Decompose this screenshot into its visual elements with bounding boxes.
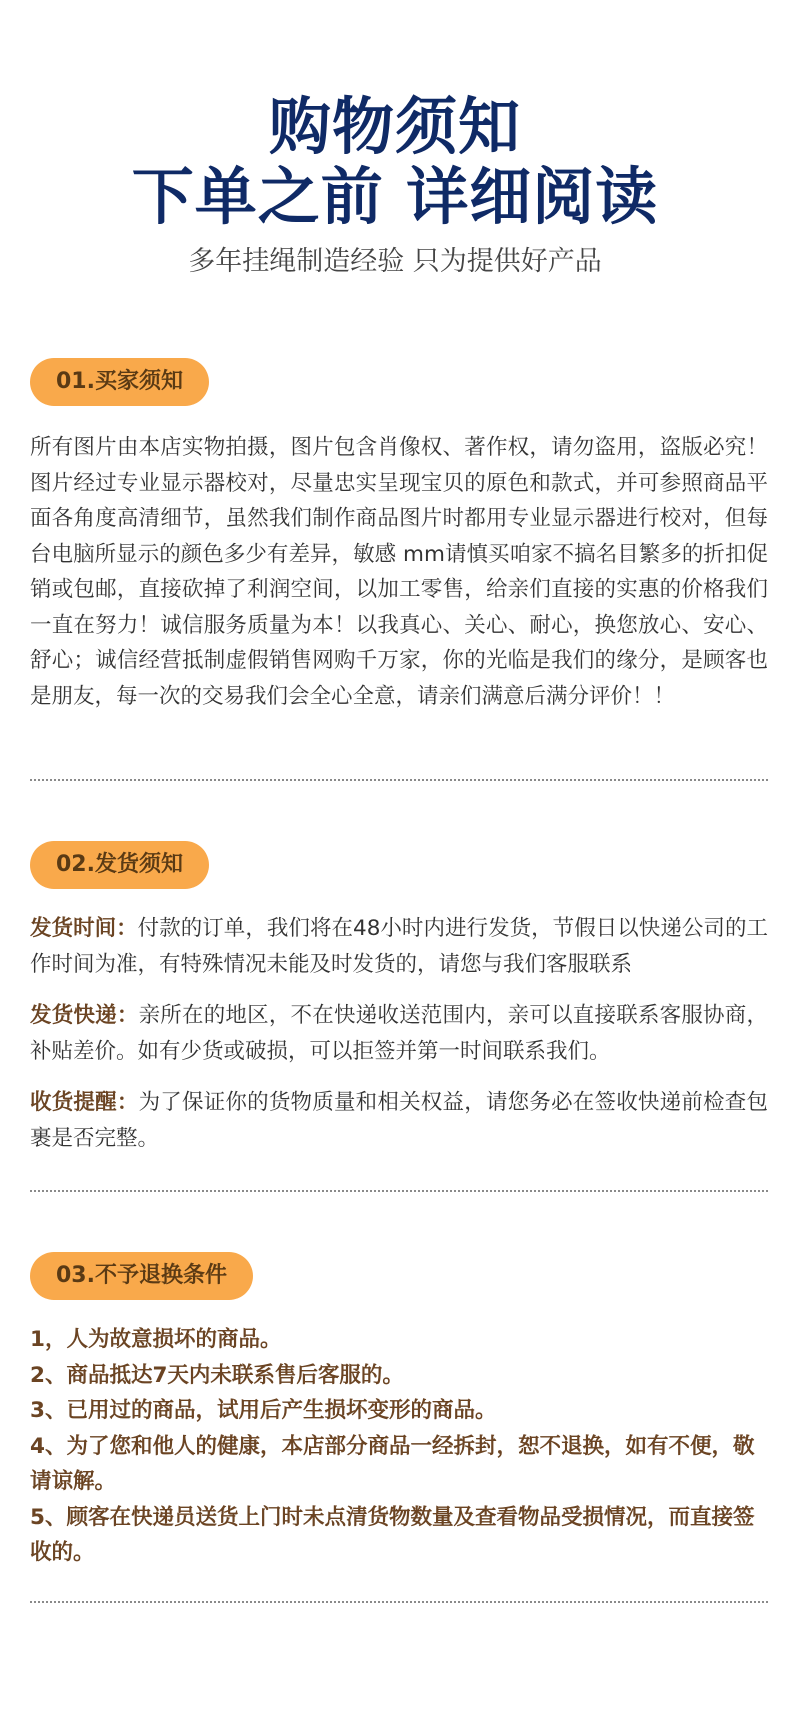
list-item: 1，人为故意损坏的商品。 [30, 1327, 282, 1352]
section-label-shipping-notice: 02.发货须知 [30, 841, 209, 889]
subtitle: 多年挂绳制造经验 只为提供好产品 [188, 246, 602, 277]
section-label-no-return-conditions: 03.不予退换条件 [30, 1252, 253, 1300]
title-line-2: 下单之前 详细阅读 [131, 160, 659, 233]
shipping-courier-item [30, 998, 768, 1069]
section-shipping-notice [30, 841, 768, 1156]
title-line-1: 购物须知 [268, 90, 521, 163]
divider [30, 1601, 768, 1603]
list-item: 3、已用过的商品，试用后产生损坏变形的商品。 [30, 1398, 497, 1423]
section-no-return-conditions [30, 1252, 768, 1571]
no-return-list [30, 1322, 768, 1571]
receipt-reminder-text: 为了保证你的货物质量和相关权益，请您务必在签收快递前检查包裹是否完整。 [30, 1090, 768, 1151]
list-item: 2、商品抵达7天内未联系售后客服的。 [30, 1362, 404, 1388]
shipping-courier-text: 亲所在的地区，不在快递收送范围内，亲可以直接联系客服协商，补贴差价。如有少货或破损，可以拒签并第一时间联系我们。 [30, 1003, 768, 1064]
receipt-reminder-item [30, 1085, 768, 1156]
list-item: 5、顾客在快递员送货上门时未点清货物数量及查看物品受损情况，而直接签收的。 [30, 1504, 755, 1565]
buyer-notice-text: 所有图片由本店实物拍摄，图片包含肖像权、著作权，请勿盗用，盗版必究！图片经过专业显示器校对，尽量忠实呈现宝贝的原色和款式，并可参照商品平面各角度高清细节，虽然我们制作商品图片时都用专业显示器进行校对，但每台电脑所显示的颜色多少有差异，敏感 mm请慎买咱家不搞名目繁多的折扣促销或包邮，直接砍掉了利润空间，以加工零售，给亲们直接的实惠的价格我们一直在努力！诚信服务质量为本！以我真心、关心、耐心，换您放心、安心、舒心；诚信经营抵制虚假销售网购千万家，你的光临是我们的缘分，是顾客也是朋友，每一次的交易我们会全心全意，请亲们满意后满分评价！！ [30, 435, 768, 709]
divider [30, 779, 768, 781]
section-label-buyer-notice: 01.买家须知 [30, 358, 209, 406]
receipt-reminder-label: 收货提醒： [30, 1090, 139, 1115]
list-item: 4、为了您和他人的健康，本店部分商品一经拆封，恕不退换，如有不便，敬请谅解。 [30, 1433, 755, 1494]
shipping-courier-label: 发货快递： [30, 1003, 139, 1028]
page-title [0, 92, 790, 232]
shipping-time-text: 付款的订单，我们将在48小时内进行发货，节假日以快递公司的工作时间为准，有特殊情况未能及时发货的，请您与我们客服联系 [30, 916, 768, 977]
shipping-time-item [30, 911, 768, 982]
header [0, 0, 790, 280]
divider [30, 1190, 768, 1192]
shipping-time-label: 发货时间： [30, 916, 138, 941]
section-buyer-notice [30, 358, 768, 714]
